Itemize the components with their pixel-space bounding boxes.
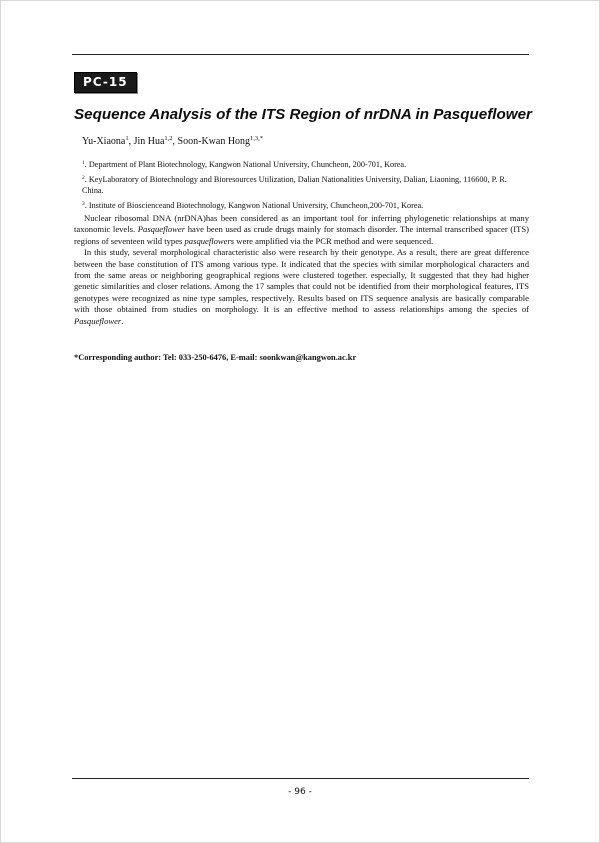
affiliation-list xyxy=(82,159,528,211)
bottom-rule xyxy=(72,778,529,779)
corresponding-author: *Corresponding author: Tel: 033-250-6476, E-mail: soonkwan@kangwon.ac.kr xyxy=(74,353,357,362)
abstract-body xyxy=(74,213,529,327)
affiliation-number: 3 xyxy=(82,200,85,207)
paper-code-badge: PC-15 xyxy=(74,72,137,93)
author-superscript: 1 xyxy=(125,135,129,142)
affiliation-text: . Department of Plant Biotechnology, Kangwon National University, Chuncheon, 200-701, Korea. xyxy=(84,160,407,169)
affiliation-item xyxy=(82,159,528,171)
italic-species-name: Pasqueflower xyxy=(137,224,186,235)
affiliation-text: . Institute of Bioscienceand Biotechnology, Kangwon National University, Chuncheon,200-701, Korea. xyxy=(84,200,424,210)
author-superscript: 1,3,* xyxy=(250,135,264,142)
abstract-paragraph-1: Nuclear ribosomal DNA (nrDNA)has been considered as an important tool for inferring phylogenetic relationships at many taxonomic levels. Pasqueflower have been used as crude drugs mainly for stomach disorder. The internal transcribed spacer (ITS) regions of seventeen wild types pasqueflowers were amplified via the PCR method and were sequenced. xyxy=(74,213,529,246)
italic-species-name: pasqueflowers xyxy=(184,235,235,246)
affiliation-number: 2 xyxy=(82,174,85,181)
author-superscript: 1,2 xyxy=(164,135,173,142)
affiliation-item xyxy=(82,200,528,212)
author-name: Jin Hua xyxy=(133,136,165,147)
abstract-paragraph-2: In this study, several morphological characteristic also were research by their genotype. As a result, there are great difference between the base constitution of ITS among various type. It indicated that the species with similar morphological characters and from the same areas or neighboring geographical regions were clustered together. especially, It suggested that they had higher genetic similarities and closer relations. Among the 17 samples that could not be identified from their morphological features, ITS genotypes were recognized as nine type samples, respectively. Results based on ITS sequence analysis are basically comparable with those obtained from studies on morphology. It is an effective method to assess relationships among the species of Pasqueflower. xyxy=(74,247,529,326)
author-name: Yu-Xiaona xyxy=(82,136,126,147)
paper-title: Sequence Analysis of the ITS Region of nrDNA in Pasqueflower xyxy=(74,106,532,123)
affiliation-text: . KeyLaboratory of Biotechnology and Bioresources Utilization, Dalian Nationalities University, Dalian, Liaoning, 116600, P. R. China. xyxy=(82,174,507,195)
italic-species-name: Pasqueflower xyxy=(74,315,122,326)
page-number: - 96 - xyxy=(288,787,312,797)
affiliation-item xyxy=(82,174,528,197)
author-list: Yu-Xiaona$^1$, Jin Hua$^{1,2}$, Soon-Kwan Hong$^{1,3,*}$ xyxy=(82,135,264,147)
affiliation-number: 1 xyxy=(82,160,85,166)
top-rule xyxy=(72,54,529,55)
author-name: Soon-Kwan Hong xyxy=(177,136,251,147)
